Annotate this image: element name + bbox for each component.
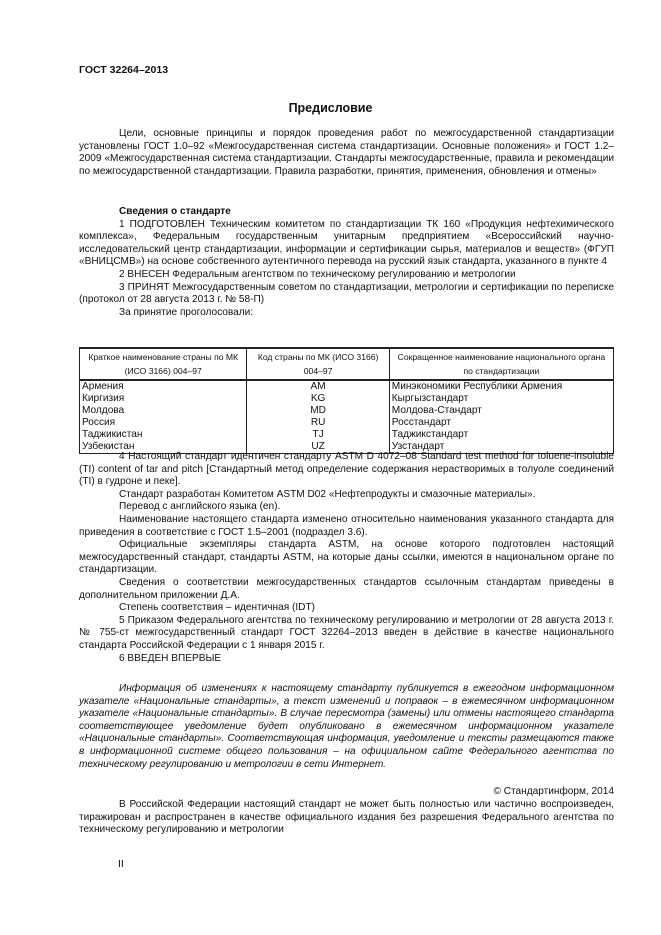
header-country-code: Код страны по МК (ИСО 3166) 004–97 <box>247 348 389 380</box>
table-row <box>80 393 614 405</box>
standard-info-heading: Сведения о стандарте <box>119 206 231 217</box>
references-note: Сведения о соответствии межгосударственных стандартов ссылочным стандартам приведены в дополнительном приложении Д.А. <box>79 576 614 601</box>
country-name: Армения <box>80 380 247 393</box>
reproduction-note: В Российской Федерации настоящий стандарт не может быть полностью или частично воспроизведен, тиражирован и распространен в качестве официального издания без разрешения Федерального агентства по техническому регулированию и метрологии <box>79 799 614 836</box>
country-name: Узбекистан <box>80 441 247 454</box>
committee-note: Стандарт разработан Комитетом ASTM D02 «Нефтепродукты и смазочные материалы». <box>119 488 536 500</box>
national-body: Минэкономики Республики Армения <box>389 380 613 393</box>
national-body: Таджикстандарт <box>389 429 613 441</box>
country-code: MD <box>247 405 389 417</box>
country-name: Таджикистан <box>80 429 247 441</box>
intro-paragraph: Цели, основные принципы и порядок проведения работ по межгосударственной стандартизации установлены ГОСТ 1.0–92 «Межгосударственная система стандартизации. Основные положения» и ГОСТ 1.2–2009 «Межгосударственная система стандартизации. Стандарты межгосударственные, правила и рекомендации по межгосударственной стандартизации. Правила разработки, принятия, применения, обновления и отмены» <box>79 128 614 177</box>
country-name: Киргизия <box>80 393 247 405</box>
item-6: 6 ВВЕДЕН ВПЕРВЫЕ <box>119 652 222 664</box>
country-name: Россия <box>80 417 247 429</box>
translation-note: Перевод с английского языка (en). <box>119 501 281 513</box>
table-row <box>80 417 614 429</box>
national-body: Узстандарт <box>389 441 613 454</box>
vote-label: За принятие проголосовали: <box>119 306 254 318</box>
after-table-section <box>79 451 614 665</box>
copyright-line: © Стандартинформ, 2014 <box>493 786 614 797</box>
standard-info-section <box>79 206 614 319</box>
official-copies-note: Официальные экземпляры стандарта ASTM, на основе которого подготовлен настоящий межгосударственный стандарт, стандарты ASTM, на которые даны ссылки, имеются в национальном органе по стандартизации. <box>79 539 614 576</box>
table-header-row <box>80 348 614 380</box>
table-row <box>80 380 614 393</box>
page-title: Предисловие <box>288 101 373 115</box>
header-country-name: Краткое наименование страны по МК (ИСО 3166) 004–97 <box>80 348 247 380</box>
country-name: Молдова <box>80 405 247 417</box>
item-3: 3 ПРИНЯТ Межгосударственным советом по стандартизации, метрологии и сертификации по переписке (протокол от 28 августа 2013 г. № 58-П) <box>79 281 614 306</box>
title-change-note: Наименование настоящего стандарта изменено относительно наименования указанного стандарта для приведения в соответствие с ГОСТ 1.5–2001 (подраздел 3.6). <box>79 513 614 538</box>
table-row <box>80 405 614 417</box>
national-body: Молдова-Стандарт <box>389 405 613 417</box>
intro-section <box>79 128 614 178</box>
countries-table <box>79 347 614 454</box>
country-code: UZ <box>247 441 389 454</box>
document-code-header: ГОСТ 32264–2013 <box>79 64 169 76</box>
conformity-degree: Степень соответствия – идентичная (IDT) <box>119 602 315 614</box>
item-4: 4 Настоящий стандарт идентичен стандарту ASTM D 4072–08 Standard test method for toluene-insoluble (TI) content of tar and pitch [Стандартный метод определение содержания нерастворимых в толуоле соединений (TI) в гудроне и пеке]. <box>79 451 614 488</box>
changes-info-paragraph: Информация об изменениях к настоящему стандарту публикуется в ежегодном информационном указателе «Национальные стандарты», а текст изменений и поправок – в ежемесячном информационном указателе «Национальные стандарты». В случае пересмотра (замены) или отмены настоящего стандарта соответствующее уведомление будет опубликовано в ежемесячном информационном указателе «Национальные стандарты». Соответствующая информация, уведомление и тексты размещаются также в информационной системе общего пользования – на официальном сайте Федерального агентства по техническому регулированию и метрологии в сети Интернет. <box>79 683 614 770</box>
item-5: 5 Приказом Федерального агентства по техническому регулированию и метрологии от 28 августа 2013 г. № 755-ст межгосударственный стандарт ГОСТ 32264–2013 введен в действие в качестве национального стандарта Российской Федерации с 1 января 2015 г. <box>79 614 614 651</box>
national-body: Росстандарт <box>389 417 613 429</box>
country-code: AM <box>247 380 389 393</box>
page-number: II <box>118 858 124 870</box>
reproduction-note-section <box>79 799 614 837</box>
countries-table-wrap <box>79 347 614 454</box>
table-row <box>80 429 614 441</box>
national-body: Кыргызстандарт <box>389 393 613 405</box>
item-1: 1 ПОДГОТОВЛЕН Техническим комитетом по стандартизации ТК 160 «Продукция нефтехимического комплекса», Федеральным государственным унитарным предприятием «Всероссийский научно-исследовательский центр стандартизации, информации и сертификации сырья, материалов и веществ» (ФГУП «ВНИЦСМВ») на основе собственного аутентичного перевода на русский язык стандарта, указанного в пункте 4 <box>79 218 614 268</box>
item-2: 2 ВНЕСЕН Федеральным агентством по техническому регулированию и метрологии <box>119 268 516 280</box>
country-code: KG <box>247 393 389 405</box>
changes-info-section <box>79 683 614 771</box>
country-code: RU <box>247 417 389 429</box>
header-national-body: Сокращенное наименование национального органа по стандартизации <box>389 348 613 380</box>
country-code: TJ <box>247 429 389 441</box>
